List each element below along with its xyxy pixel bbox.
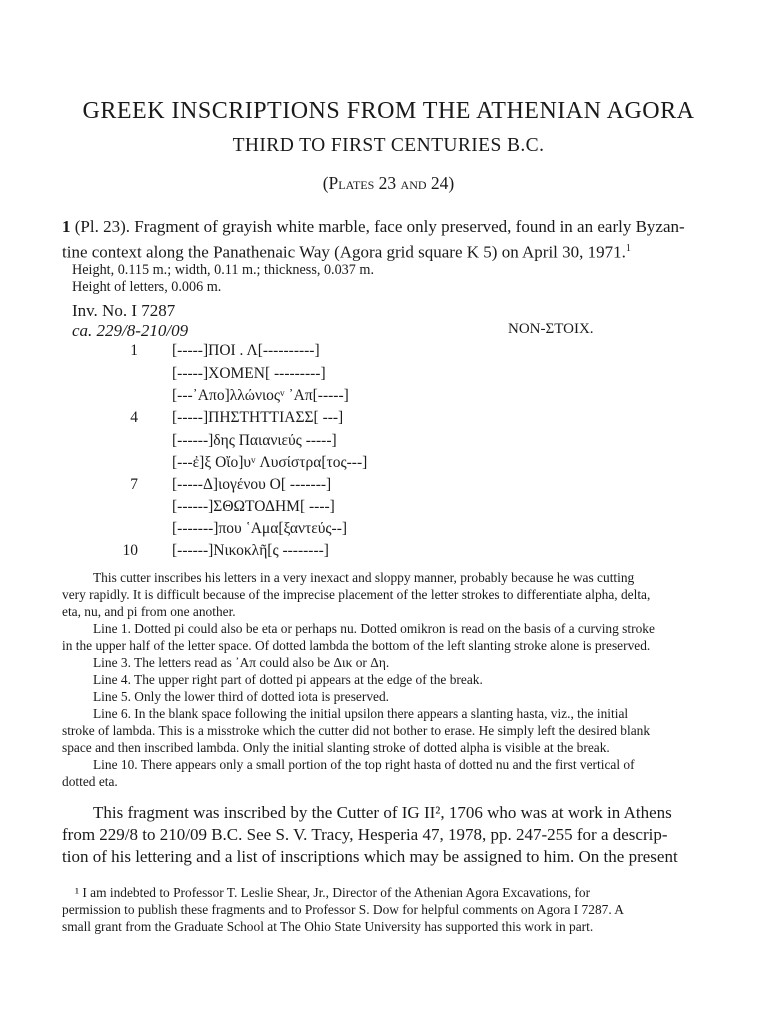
line-number: 10 — [122, 542, 138, 559]
commentary-line: Line 10. There appears only a small portion of the top right hasta of dotted nu and the first vertical of — [93, 757, 635, 772]
commentary-line: Line 3. The letters read as ᾿Απ could also be Δικ or Δη. — [93, 655, 390, 670]
stoichedon-note: NON-ΣTOIX. — [508, 321, 594, 337]
inscription-line-text: [-----Δ]ιογένου Ο[ -------] — [172, 476, 332, 493]
page-subtitle: THIRD TO FIRST CENTURIES B.C. — [232, 135, 545, 156]
inscription-line-text: [-----]ΠΟΙ . Λ[----------] — [172, 342, 320, 359]
commentary-line: Line 6. In the blank space following the initial upsilon there appears a slanting hasta, viz., the initial — [93, 706, 629, 721]
entry-number: 1 — [62, 217, 71, 236]
commentary-line: stroke of lambda. This is a misstroke which the cutter did not bother to erase. He simply left the desired blank — [62, 723, 651, 738]
inscription-line-text: [------]Νικοκλῆ[ς --------] — [172, 542, 329, 559]
paragraph-line: This fragment was inscribed by the Cutter of IG II², 1706 who was at work in Athens — [93, 803, 672, 822]
desc-text-2: tine context along the Panathenaic Way (Agora grid square K 5) on April 30, 1971. — [62, 242, 626, 262]
footnote-marker: 1 — [625, 243, 631, 254]
inscription-line-text: [------]δης Παιανιεύς -----] — [172, 432, 337, 449]
paragraph-line: tion of his lettering and a list of inscriptions which may be assigned to him. On the present — [62, 847, 678, 866]
inscription-line-text: [------]ΣΘΩΤΟΔΗΜ[ ----] — [172, 498, 335, 515]
commentary-line: Line 5. Only the lower third of dotted iota is preserved. — [93, 689, 390, 704]
commentary-line: This cutter inscribes his letters in a very inexact and sloppy manner, probably because he was cutting — [93, 570, 635, 585]
inscription-line-text: [-----]ΠΗΣΤΗΤΤΙΑΣΣ[ ---] — [172, 409, 344, 426]
plate-ref: (Pl. 23). — [70, 217, 130, 236]
commentary-line: dotted eta. — [62, 774, 118, 789]
page-title: GREEK INSCRIPTIONS FROM THE ATHENIAN AGORA — [82, 98, 695, 124]
line-number: 1 — [130, 342, 138, 359]
plates-reference: (Plates 23 and 24) — [322, 173, 455, 193]
inscription-line — [108, 476, 138, 494]
inscription-line-text: [---᾿Απο]λλώνιοςᵛ ᾿Απ[-----] — [172, 387, 349, 404]
desc-text-1: Fragment of grayish white marble, face only preserved, found in an early Byzan- — [130, 217, 685, 236]
dimensions: Height, 0.115 m.; width, 0.11 m.; thickness, 0.037 m. — [72, 262, 374, 278]
footnote-line: small grant from the Graduate School at The Ohio State University has supported this work in part. — [62, 919, 594, 934]
inscription-date: ca. 229/8-210/09 — [72, 321, 189, 340]
line-number: 7 — [130, 476, 138, 493]
inscription-line-text: [-------]που ῾Αμα[ξαντεύς--] — [172, 520, 348, 537]
letter-height: Height of letters, 0.006 m. — [72, 279, 222, 295]
commentary-line: Line 1. Dotted pi could also be eta or perhaps nu. Dotted omikron is read on the basis of a curving stroke — [93, 621, 655, 636]
inscription-line — [108, 542, 138, 560]
footnote-line: ¹ I am indebted to Professor T. Leslie Shear, Jr., Director of the Athenian Agora Excavations, for — [75, 885, 591, 900]
commentary-line: very rapidly. It is difficult because of the imprecise placement of the letter strokes to differentiate alpha, delta, — [62, 587, 651, 602]
entry-description-line-1 — [62, 216, 685, 238]
inscription-line-text: [-----]XOMEN[ ---------] — [172, 365, 326, 382]
commentary-line: in the upper half of the letter space. Of dotted lambda the bottom of the left slanting stroke alone is preserved. — [62, 638, 651, 653]
inscription-line-text: [---ἐ]ξ Οἴο]υᵛ Λυσίστρα[τος---] — [172, 454, 368, 471]
inscription-line — [108, 409, 138, 427]
inventory-number: Inv. No. I 7287 — [72, 301, 176, 320]
commentary-line: eta, nu, and pi from one another. — [62, 604, 236, 619]
line-number: 4 — [130, 409, 138, 426]
entry-description-line-2 — [62, 238, 631, 264]
inscription-line — [108, 342, 138, 360]
footnote-line: permission to publish these fragments and to Professor S. Dow for helpful comments on Agora I 7287. A — [62, 902, 624, 917]
paragraph-line: from 229/8 to 210/09 B.C. See S. V. Tracy, Hesperia 47, 1978, pp. 247-255 for a descrip- — [62, 825, 668, 844]
commentary-line: space and then inscribed lambda. Only the initial slanting stroke of dotted alpha is visible at the break. — [62, 740, 610, 755]
commentary-line: Line 4. The upper right part of dotted pi appears at the edge of the break. — [93, 672, 483, 687]
